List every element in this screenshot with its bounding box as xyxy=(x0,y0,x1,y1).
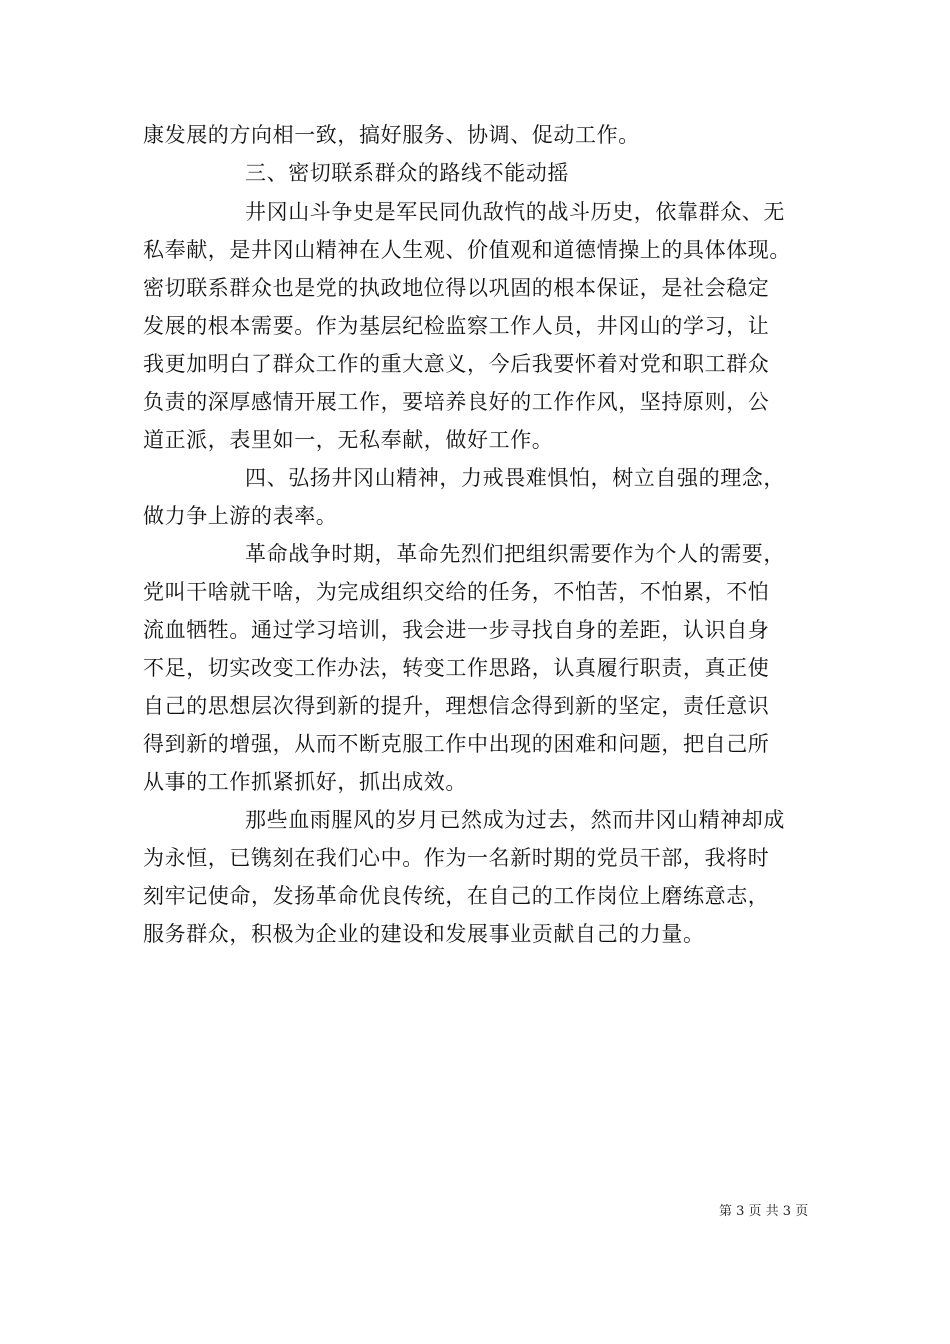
section-heading-continued: 做力争上游的表率。 xyxy=(143,504,338,528)
text-line: 私奉献，是井冈山精神在人生观、价值观和道德情操上的具体体现。 xyxy=(143,238,791,262)
text-line: 道正派，表里如一，无私奉献，做好工作。 xyxy=(143,428,554,452)
text-line: 流血牺牲。通过学习培训，我会进一步寻找自身的差距，认识自身 xyxy=(143,618,770,642)
text-line: 革命战争时期，革命先烈们把组织需要作为个人的需要， xyxy=(245,542,785,566)
text-line: 为永恒，已镌刻在我们心中。作为一名新时期的党员干部，我将时 xyxy=(143,846,770,870)
text-line: 自己的思想层次得到新的提升，理想信念得到新的坚定，责任意识 xyxy=(143,694,770,718)
section-heading: 四、弘扬井冈山精神，力戒畏难惧怕，树立自强的理念， xyxy=(245,466,785,490)
text-line: 得到新的增强，从而不断克服工作中出现的困难和问题，把自己所 xyxy=(143,732,770,756)
text-line: 那些血雨腥风的岁月已然成为过去，然而井冈山精神却成 xyxy=(245,808,785,832)
text-line: 康发展的方向相一致，搞好服务、协调、促动工作。 xyxy=(143,123,640,147)
text-line: 不足，切实改变工作办法，转变工作思路，认真履行职责，真正使 xyxy=(143,656,770,680)
section-heading: 三、密切联系群众的路线不能动摇 xyxy=(245,161,569,185)
text-line: 服务群众，积极为企业的建设和发展事业贡献自己的力量。 xyxy=(143,922,705,946)
text-line: 负责的深厚感情开展工作，要培养良好的工作作风，坚持原则，公 xyxy=(143,390,770,414)
text-line: 我更加明白了群众工作的重大意义，今后我要怀着对党和职工群众 xyxy=(143,352,770,376)
text-line: 刻牢记使命，发扬革命优良传统，在自己的工作岗位上磨练意志， xyxy=(143,884,770,908)
text-line: 井冈山斗争史是军民同仇敌忾的战斗历史，依靠群众、无 xyxy=(245,200,785,224)
text-line: 发展的根本需要。作为基层纪检监察工作人员，井冈山的学习，让 xyxy=(143,314,770,338)
text-line: 党叫干啥就干啥，为完成组织交给的任务，不怕苦，不怕累，不怕 xyxy=(143,580,770,604)
text-line: 密切联系群众也是党的执政地位得以巩固的根本保证，是社会稳定 xyxy=(143,276,770,300)
page-number: 第 3 页 共 3 页 xyxy=(719,1204,809,1219)
text-line: 从事的工作抓紧抓好，抓出成效。 xyxy=(143,770,467,794)
